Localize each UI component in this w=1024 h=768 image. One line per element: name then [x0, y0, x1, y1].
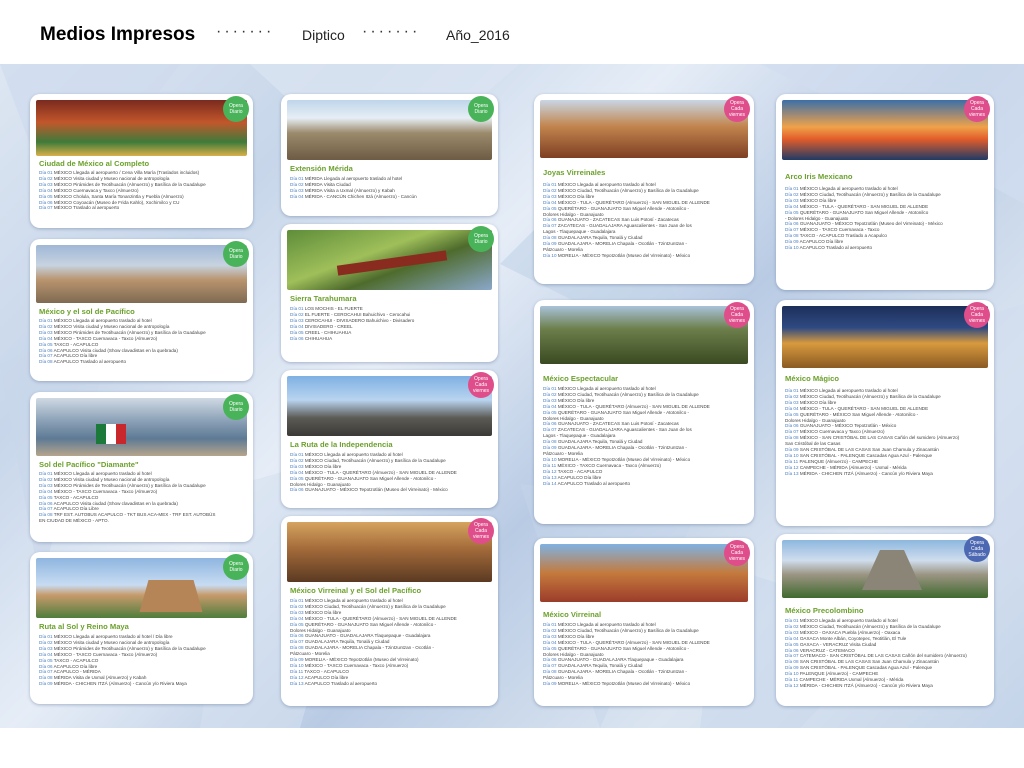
itinerary-day: Día 09 MORELIA - MÉXICO Tepotzotlán (Museo del Virreinato)	[290, 657, 419, 663]
page-header	[0, 0, 1024, 64]
operation-badge: Opera Cada viernes	[468, 518, 494, 544]
itinerary-day: Día 09 GUADALAJARA - MORELIA Chapala - Ocotlán - Tzintzuntzan -	[543, 445, 687, 451]
itinerary	[785, 618, 988, 689]
itinerary-day: Día 05 QUERÉTARO - GUANAJUATO San Miguel Allende - Atotonilco	[785, 209, 929, 215]
itinerary-day: Día 09 MÉRIDA - CHICHEN ITZÁ (Almuerzo) - Cancún y/o Riviera Maya	[39, 681, 187, 687]
itinerary-day: Día 02 MÉXICO Ciudad, Teotihuacán (Almuerzo) y Basílica de la Guadalupe	[543, 187, 699, 193]
itinerary	[543, 182, 748, 259]
itinerary-day: Día 01 MÉXICO Llegada al aeropuerto traslado al hotel	[543, 182, 656, 187]
tour-card[interactable]	[776, 300, 994, 526]
itinerary-day: Día 05 TAXCO - ACAPULCO	[39, 494, 99, 500]
tour-card[interactable]	[776, 94, 994, 290]
itinerary-day: Dolores Hidalgo - Guanajuato	[785, 417, 846, 423]
itinerary-day: Día 06 GUANAJUATO - ZACATECAS San Luis Potosí - Zacatecas	[543, 421, 679, 427]
itinerary-day: Día 03 MÉXICO Día libre	[543, 397, 595, 403]
itinerary-day: Día 09 SAN CRISTÓBAL DE LAS CASAS San Juan Chamula y Zinacantán	[785, 447, 939, 453]
itinerary-day: Día 07 ZACATECAS - GUADALAJARA Aguascalientes - San Juan de los	[543, 427, 692, 433]
itinerary-day: Día 01 MÉXICO Llegada al aeropuerto traslado al hotel	[785, 618, 898, 623]
tour-card[interactable]	[534, 538, 754, 706]
tour-photo	[36, 398, 247, 456]
itinerary-day: Día 07 ACAPULCO Día libre	[39, 353, 98, 359]
itinerary-day: Día 05 OAXACA - VERACRUZ Visita Ciudad	[785, 641, 877, 647]
itinerary	[39, 471, 247, 524]
itinerary-day: Día 03 MÉXICO Día libre	[290, 609, 342, 615]
tour-title: Sierra Tarahumara	[290, 294, 357, 303]
tour-photo	[540, 544, 748, 602]
itinerary-day: Día 03 MÉXICO Pirámides de Teotihuacán (Almuerzo) y Basílica de la Guadalupe	[39, 645, 206, 651]
itinerary-day: Día 04 MÉXICO - TULA - QUERÉTARO - SAN MIGUEL DE ALLENDE	[785, 203, 929, 209]
operation-badge: Opera Cada viernes	[724, 302, 750, 328]
itinerary-day: Día 06 GUANAJUATO - MÉXICO Tepotzotlán (Museo del Virreinato) - México	[290, 487, 448, 493]
tour-photo	[540, 306, 748, 364]
format-label: Diptico	[302, 27, 345, 43]
itinerary-day: Día 08 TRF EST. AUTOBUS ACAPULCO - TKT BUS ACA-MEX - TRF EST. AUTOBÚS	[39, 512, 216, 518]
operation-badge: Opera Cada Sábado	[964, 536, 990, 562]
itinerary-day: Día 13 ACAPULCO Día libre	[543, 474, 602, 480]
tour-card[interactable]	[30, 94, 253, 228]
itinerary-day: - Dolores Hidalgo - Guanajuato	[785, 215, 849, 221]
itinerary-day: Día 06 ACAPULCO Visita ciudad (Show clavadistas en la quebrada)	[39, 500, 178, 506]
itinerary-day: Día 05 QUERÉTARO - GUANAJUATO San Miguel Allende - Atotonilco -	[543, 645, 690, 651]
itinerary-day: Día 10 PALENQUE (Almuerzo) - CAMPECHE	[785, 671, 879, 677]
itinerary-day: Día 02 MÉXICO Ciudad, Teotihuacán (Almuerzo) y Basílica de la Guadalupe	[543, 627, 699, 633]
itinerary-day: Día 07 ACAPULCO - MÉRIDA	[39, 669, 101, 675]
itinerary-day: Día 10 MORELIA - MÉXICO Tepotzotlán (Museo del Virreinato) - México	[543, 252, 691, 258]
itinerary	[39, 170, 247, 211]
itinerary-day: Día 09 GUADALAJARA - MORELIA Chapala - Ocotlán - Tzintzuntzan -	[543, 241, 687, 247]
itinerary-day: Día 08 GUADALAJARA - MORELIA Chapala - Ocotlán - Tzintzuntzan -	[543, 669, 687, 675]
operation-badge: Opera Diario	[468, 226, 494, 252]
itinerary-day: Día 05 CREEL - CHIHUAHUA	[290, 329, 352, 335]
tour-title: Ruta al Sol y Reino Maya	[39, 622, 129, 631]
itinerary-day: Día 02 MÉXICO Ciudad, Teotihuacán (Almuerzo) y Basílica de la Guadalupe	[290, 457, 446, 463]
mexican-flag-icon	[96, 424, 126, 444]
itinerary-day: Día 01 MÉXICO Llegada al aeropuerto traslado al hotel	[785, 186, 898, 191]
year-label: Año_2016	[446, 27, 510, 43]
itinerary-day: Día 02 MÉXICO Ciudad, Teotihuacán (Almuerzo) y Basílica de la Guadalupe	[785, 191, 941, 197]
itinerary-day: Día 04 MÉXICO Cuernavaca y Taxco (Almuerzo)	[39, 187, 139, 193]
itinerary-day: Día 07 ACAPULCO Día Libre	[39, 506, 99, 512]
itinerary	[290, 598, 492, 687]
itinerary	[543, 622, 748, 687]
itinerary-day: Día 02 MÉRIDA Visita Ciudad	[290, 181, 351, 187]
page-title: Medios Impresos	[40, 24, 196, 45]
itinerary-day: Día 04 OAXACA Monte Albán, Coyotepec, Teotitlán, El Tule	[785, 635, 907, 641]
itinerary-day: Dolores Hidalgo - Guanajuato	[543, 651, 604, 657]
itinerary-day: Día 08 GUADALAJARA Tequila, Tonalá y Ciudad	[543, 235, 643, 241]
tour-title: Extensión Mérida	[290, 164, 353, 173]
operation-badge: Opera Diario	[468, 96, 494, 122]
itinerary-day: Día 04 MÉXICO - TULA - QUERÉTARO - SAN MIGUEL DE ALLENDE	[785, 405, 929, 411]
itinerary-day: Día 02 MÉXICO Visita ciudad y Museo nacional de antropología	[39, 323, 170, 329]
itinerary	[543, 386, 748, 486]
itinerary-day: San Cristóbal de las Casas	[785, 441, 841, 447]
itinerary-day: Día 06 ACAPULCO Día libre	[39, 663, 98, 669]
itinerary-day: Día 03 MÉXICO Pirámides de Teotihuacán (Almuerzo) y Basílica de la Guadalupe	[39, 329, 206, 335]
itinerary-day: Día 02 EL FUERTE - CEROCAHUI Bahuichivo - Cerocahui	[290, 311, 411, 317]
tour-photo	[287, 230, 492, 290]
tour-photo	[782, 540, 988, 598]
itinerary-day: Día 05 QUERÉTARO - GUANAJUATO San Miguel Allende - Atotonilco -	[543, 409, 690, 415]
itinerary	[785, 388, 988, 477]
itinerary-day: Día 04 MÉXICO - TULA - QUERÉTARO (Almuerzo) - SAN MIGUEL DE ALLENDE	[290, 615, 457, 621]
itinerary-day: Dolores Hidalgo - Guanajuato	[543, 415, 604, 421]
tour-card[interactable]	[776, 534, 994, 706]
itinerary-day: Día 03 MÉXICO Día libre	[785, 399, 837, 405]
itinerary-day: Día 01 MÉXICO Llegada al aeropuerto traslado al hotel	[785, 388, 898, 393]
tour-card[interactable]	[30, 239, 253, 381]
itinerary-day: Día 01 MÉXICO Llegada al aeropuerto traslado al hotel	[290, 452, 403, 457]
itinerary-day: Día 04 MÉXICO - TULA - QUERÉTARO (Almuerzo) - SAN MIGUEL DE ALLENDE	[290, 469, 457, 475]
itinerary-day: Día 04 MÉRIDA - CANCÚN Chichen Itzá (Almuerzo) - Cancún	[290, 193, 417, 199]
itinerary-day: Día 11 PALENQUE (Almuerzo) - CAMPECHE	[785, 458, 879, 464]
itinerary-day: Lagos - Tlaquepaque - Guadalajara	[543, 433, 616, 439]
pyramid-icon	[862, 550, 922, 590]
itinerary-day: Día 07 MÉXICO - TAXCO Cuernavaca - Taxco	[785, 227, 880, 233]
itinerary-day: Día 08 MÉXICO - SAN CRISTÓBAL DE LAS CASAS Cañón del sumidero (Almuerzo)	[785, 435, 960, 441]
tour-photo	[36, 245, 247, 303]
operation-badge: Opera Cada viernes	[964, 96, 990, 122]
itinerary-day: Día 04 MÉXICO - TAXCO Cuernavaca - Taxco (Almuerzo)	[39, 651, 158, 657]
itinerary-day: Pátzcuaro - Morelia	[543, 675, 583, 681]
itinerary	[39, 318, 247, 365]
itinerary-day: Dolores Hidalgo - Guanajuato	[290, 481, 351, 487]
itinerary-day: Día 12 ACAPULCO Día libre	[290, 674, 349, 680]
itinerary-day: Día 07 MÉXICO Cuernavaca y Taxco (Almuerzo)	[785, 429, 885, 435]
page-footer	[0, 728, 1024, 768]
itinerary-day: Día 10 ACAPULCO Traslado al aeropuerto	[785, 245, 873, 251]
itinerary-day: Día 10 MORELIA - MÉXICO Tepotzotlán (Museo del Virreinato) - México	[543, 456, 691, 462]
operation-badge: Opera Cada viernes	[964, 302, 990, 328]
itinerary-day: Día 05 QUERÉTARO - GUANAJUATO San Miguel Allende - Atotonilco -	[290, 621, 437, 627]
tour-title: La Ruta de la Independencia	[290, 440, 393, 449]
tour-title: México Mágico	[785, 374, 840, 383]
itinerary-day: Día 03 MÉXICO Día libre	[290, 463, 342, 469]
itinerary-day: Día 01 MÉXICO Llegada al aeropuerto traslado al hotel / Día libre	[39, 634, 173, 639]
itinerary-day: Día 01 MÉRIDA Llegada al aeropuerto traslado al hotel	[290, 176, 403, 181]
operation-badge: Opera Cada viernes	[724, 540, 750, 566]
operation-badge: Opera Cada viernes	[468, 372, 494, 398]
itinerary-day: Día 02 MÉXICO Visita ciudad y Museo nacional de antropología	[39, 175, 170, 181]
tour-photo	[36, 558, 247, 618]
tour-card[interactable]	[281, 94, 498, 216]
tour-title: México Virreinal	[543, 610, 602, 619]
itinerary-day: Día 09 ACAPULCO Día libre	[785, 239, 844, 245]
pyramid-icon	[126, 572, 216, 612]
tour-title: México y el sol de Pacífico	[39, 307, 135, 316]
itinerary-day: Día 04 MÉXICO - TULA - QUERÉTARO (Almuerzo) - SAN MIGUEL DE ALLENDE	[543, 199, 710, 205]
itinerary-day: Día 02 MÉXICO Visita ciudad y Museo nacional de antropología	[39, 476, 170, 482]
itinerary	[290, 176, 492, 200]
itinerary-day: Día 04 DIVISADERO - CREEL	[290, 323, 353, 329]
itinerary-day: Día 11 CAMPECHE - MÉRIDA Uxmal (Almuerzo) - Mérida	[785, 677, 904, 683]
tour-card[interactable]	[30, 552, 253, 704]
itinerary-day: Día 06 VERACRUZ - CATEMACO	[785, 647, 855, 653]
itinerary-day: Día 05 TAXCO - ACAPULCO	[39, 657, 99, 663]
dotted-separator: ·······	[216, 23, 275, 40]
itinerary-day: Día 11 TAXCO - ACAPULCO	[290, 668, 349, 674]
tour-title: Arco Iris Mexicano	[785, 172, 853, 181]
itinerary-day: Día 08 GUADALAJARA - MORELIA Chapala - Tzintzuntzan - Ocotlán -	[290, 645, 434, 651]
itinerary-day: Día 04 MÉXICO - TAXCO Cuernavaca - Taxco (Almuerzo)	[39, 488, 158, 494]
itinerary-day: Día 06 GUANAJUATO - GUADALAJARA Tlaquepaque - Guadalajara	[290, 633, 431, 639]
itinerary-day: Día 13 MÉRIDA - CHICHEN ITZÁ (Almuerzo) - Cancún y/o Riviera Maya	[785, 470, 933, 476]
itinerary-day: Día 05 MÉXICO Cholula, Santa María Tonanzintla y Puebla (Almuerzo)	[39, 193, 184, 199]
itinerary-day: Día 08 ACAPULCO Traslado al aeropuerto	[39, 359, 127, 365]
itinerary-day: Día 01 MÉXICO Llegada al aeropuerto traslado al hotel	[39, 318, 152, 323]
itinerary-day: Pátzcuaro - Morelia	[290, 651, 330, 657]
tour-photo	[287, 522, 492, 582]
itinerary-day: Día 03 MÉXICO - OAXACA Puebla (Almuerzo) - Oaxaca	[785, 629, 901, 635]
tour-card[interactable]	[281, 370, 498, 508]
tour-card[interactable]	[534, 300, 754, 524]
itinerary	[785, 186, 988, 251]
tour-photo	[287, 100, 492, 160]
itinerary-day: Día 05 QUERÉTARO - GUANAJUATO San Miguel Allende - Atotonilco -	[543, 205, 690, 211]
itinerary-day: Día 07 ZACATECAS - GUADALAJARA Aguascalientes - San Juan de los	[543, 223, 692, 229]
itinerary-day: Pátzcuaro - Morelia	[543, 246, 583, 252]
itinerary-day: Día 03 MÉRIDA Visita a Uxmal (Almuerzo) y Kabah	[290, 187, 395, 193]
operation-badge: Opera Diario	[223, 394, 249, 420]
train-icon	[337, 250, 447, 275]
tour-title: Joyas Virreinales	[543, 168, 606, 177]
itinerary-day: Día 12 MÉRIDA - CHICHEN ITZÁ (Almuerzo) - Cancún y/o Riviera Maya	[785, 682, 933, 688]
itinerary-day: Día 02 MÉXICO Ciudad, Teotihuacán (Almuerzo) y Basílica de la Guadalupe	[290, 603, 446, 609]
itinerary-day: Día 07 CATEMACO - SAN CRISTÓBAL DE LAS CASAS Cañón del sumidero (Almuerzo)	[785, 653, 967, 659]
itinerary-day: Día 05 QUERÉTARO - MÉXICO San Miguel Allende - Atotonilco -	[785, 411, 919, 417]
itinerary-day: Día 14 ACAPULCO Traslado al aeropuerto	[543, 480, 631, 486]
itinerary-day: Día 03 CEROCAHUI - DIVISADERO Bahuichivo - Divisadero	[290, 317, 415, 323]
itinerary-day: Día 03 MÉXICO Pirámides de Teotihuacán (Almuerzo) y Basílica de la Guadalupe	[39, 181, 206, 187]
itinerary-day: Día 01 MÉXICO Llegada al aeropuerto traslado al hotel	[39, 471, 152, 476]
itinerary-day: Día 05 QUERÉTARO - GUANAJUATO San Miguel Allende - Atotonilco -	[290, 475, 437, 481]
tour-photo	[782, 306, 988, 368]
itinerary-day: Día 10 MÉXICO - TAXCO Cuernavaca - Taxco (Almuerzo)	[290, 662, 409, 668]
itinerary-day: Dolores Hidalgo - Guanajuato	[290, 627, 351, 633]
itinerary-day: Día 05 TAXCO - ACAPULCO	[39, 341, 99, 347]
operation-badge: Opera Cada viernes	[724, 96, 750, 122]
itinerary-day: Día 03 MÉXICO Pirámides de Teotihuacán (Almuerzo) y Basílica de la Guadalupe	[39, 482, 206, 488]
itinerary-day: Día 06 MÉXICO Coyoacán (Museo de Frida Kahlo), Xochimilco y CU	[39, 199, 180, 205]
itinerary-day: Día 02 MÉXICO Ciudad, Teotihuacán (Almuerzo) y Basílica de la Guadalupe	[543, 391, 699, 397]
itinerary-day: EN CIUDAD DE MÉXICO - APTO.	[39, 518, 109, 524]
itinerary-day: Día 09 MORELIA - MÉXICO Tepotzotlán (Museo del Virreinato) - México	[543, 681, 691, 687]
itinerary-day: Día 13 ACAPULCO Traslado al aeropuerto	[290, 680, 378, 686]
itinerary-day: Día 08 TAXCO - ACAPULCO Traslado a Acapulco	[785, 233, 887, 239]
tour-card[interactable]	[281, 224, 498, 362]
itinerary	[290, 452, 492, 493]
dotted-separator: ·······	[362, 23, 421, 40]
tour-photo	[36, 100, 247, 156]
itinerary-day: Día 01 MÉXICO Llegada al aeropuerto traslado al hotel	[290, 598, 403, 603]
tour-title: Sol del Pacífico "Diamante"	[39, 460, 139, 469]
itinerary-day: Día 06 GUANAJUATO - MÉXICO Tepotzotlán - México	[785, 423, 897, 429]
tour-title: México Virreinal y el Sol del Pacífico	[290, 586, 422, 595]
itinerary-day: Día 03 MÉXICO Día libre	[543, 633, 595, 639]
itinerary-day: Día 04 MÉXICO - TULA - QUERÉTARO (Almuerzo) - SAN MIGUEL DE ALLENDE	[543, 403, 710, 409]
itinerary-day: Día 01 MÉXICO Llegada al aeropuerto traslado al hotel	[543, 622, 656, 627]
tour-photo	[287, 376, 492, 436]
itinerary-day: Día 03 MÉXICO Día libre	[785, 197, 837, 203]
itinerary-day: Día 04 MÉXICO - TULA - QUERÉTARO (Almuerzo) - SAN MIGUEL DE ALLENDE	[543, 639, 710, 645]
tour-photo	[540, 100, 748, 158]
itinerary-day: Día 02 MÉXICO Ciudad, Teotihuacán (Almuerzo) y Basílica de la Guadalupe	[785, 623, 941, 629]
operation-badge: Opera Diario	[223, 554, 249, 580]
itinerary-day: Día 08 SAN CRISTÓBAL DE LAS CASAS San Juan Chamula y Zinacantán	[785, 659, 939, 665]
itinerary-day: Día 01 LOS MOCHIS - EL FUERTE	[290, 306, 363, 311]
itinerary-day: Día 10 SAN CRISTÓBAL - PALENQUE Cascadas Agua Azul - Palenque	[785, 452, 933, 458]
tour-title: Ciudad de México al Completo	[39, 159, 150, 168]
itinerary-day: Día 11 MÉXICO - TAXCO Cuernavaca - Taxco (Almuerzo)	[543, 462, 661, 468]
itinerary-day: Dolores Hidalgo - Guanajuato	[543, 211, 604, 217]
itinerary-day: Día 12 TAXCO - ACAPULCO	[543, 468, 603, 474]
operation-badge: Opera Diario	[223, 96, 249, 122]
itinerary-day: Día 07 GUADALAJARA Tequila, Tonalá y Ciudad	[290, 639, 390, 645]
itinerary-day: Día 04 MÉXICO - TAXCO Cuernavaca - Taxco (Almuerzo)	[39, 335, 158, 341]
itinerary-day: Día 06 GUANAJUATO - ZACATECAS San Luis Potosí - Zacatecas	[543, 217, 679, 223]
itinerary-day: Día 08 GUADALAJARA Tequila, Tonalá y Ciudad	[543, 439, 643, 445]
tour-photo	[782, 100, 988, 160]
operation-badge: Opera Diario	[223, 241, 249, 267]
itinerary-day: Día 08 MÉRIDA Visita de Uxmal (Almuerzo) y Kabah	[39, 675, 147, 681]
brochure-sheet	[0, 64, 1024, 728]
tour-title: México Espectacular	[543, 374, 619, 383]
itinerary-day: Día 02 MÉXICO Ciudad, Teotihuacán (Almuerzo) y Basílica de la Guadalupe	[785, 393, 941, 399]
itinerary-day: Día 09 SAN CRISTÓBAL - PALENQUE Cascadas Agua Azul - Palenque	[785, 665, 933, 671]
itinerary-day: Lagos - Tlaquepaque - Guadalajara	[543, 229, 616, 235]
itinerary-day: Pátzcuaro - Morelia	[543, 450, 583, 456]
tour-card[interactable]	[30, 392, 253, 542]
itinerary-day: Día 01 MÉXICO Llegada al aeropuerto / Cena Villa María (Traslados incluidos)	[39, 170, 200, 175]
tour-title: México Precolombino	[785, 606, 864, 615]
itinerary-day: Día 07 GUADALAJARA Tequila, Tonalá y Ciudad	[543, 663, 643, 669]
itinerary-day: Día 06 GUANAJUATO - GUADALAJARA Tlaquepaque - Guadalajara	[543, 657, 684, 663]
itinerary-day: Día 06 GUANAJUATO - MÉXICO Tepotzotlán (Museo del Virreinato) - México	[785, 221, 943, 227]
itinerary-day: Día 12 CAMPECHE - MÉRIDA (Almuerzo) - Uxmal - Mérida	[785, 464, 907, 470]
itinerary	[290, 306, 492, 341]
itinerary-day: Día 03 MÉXICO Día libre	[543, 193, 595, 199]
itinerary-day: Día 06 CHIHUAHUA	[290, 335, 333, 341]
itinerary-day: Día 01 MÉXICO Llegada al aeropuerto traslado al hotel	[543, 386, 656, 391]
tour-card[interactable]	[534, 94, 754, 284]
itinerary-day: Día 06 ACAPULCO Visita ciudad (Show clavadistas en la quebrada)	[39, 347, 178, 353]
itinerary	[39, 634, 247, 687]
itinerary-day: Día 02 MÉXICO Visita ciudad y Museo nacional de antropología	[39, 639, 170, 645]
tour-card[interactable]	[281, 516, 498, 706]
itinerary-day: Día 07 MÉXICO Traslado al aeropuerto	[39, 205, 120, 211]
